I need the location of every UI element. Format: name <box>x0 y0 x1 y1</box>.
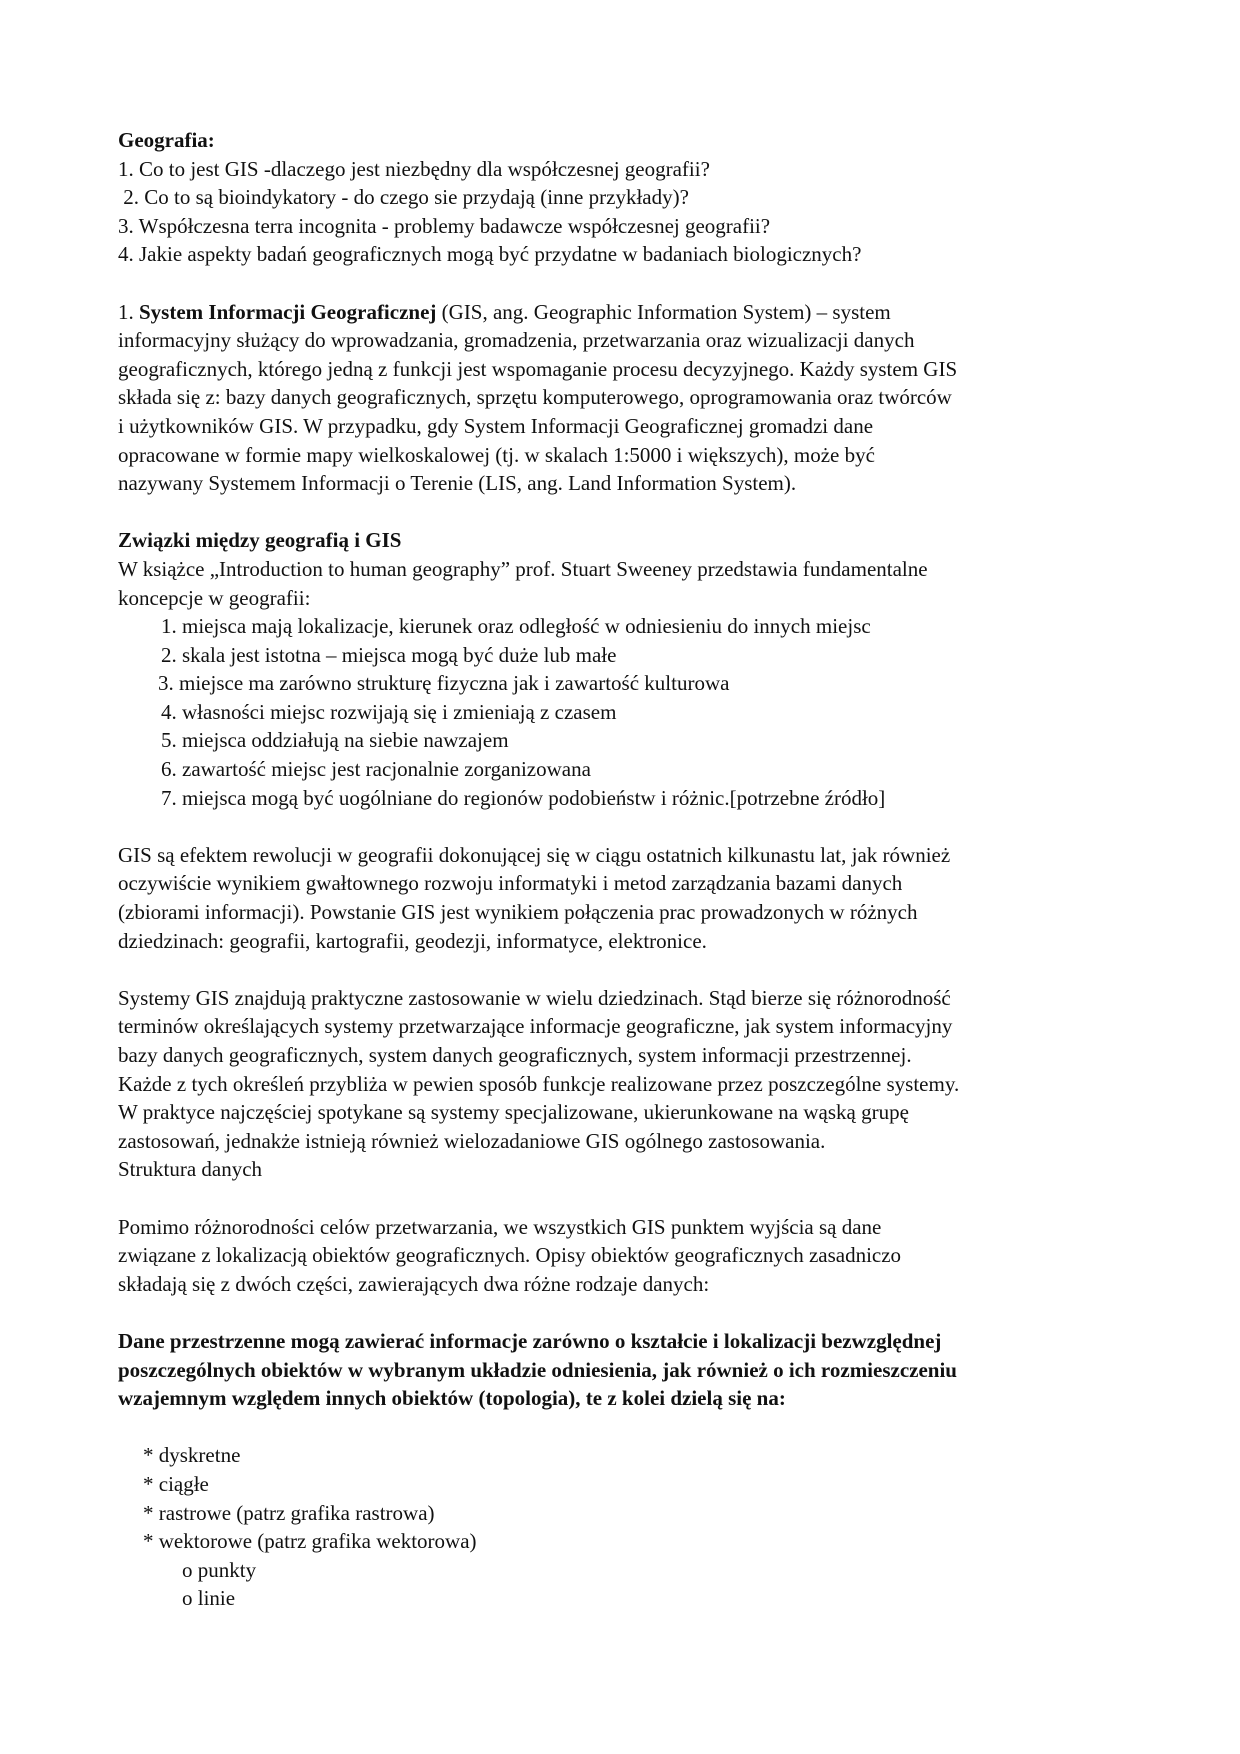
concept-list-item: 1. miejsca mają lokalizacje, kierunek oraz odległość w odniesieniu do innych miejsc <box>161 614 871 639</box>
vector-subtype-item: o linie <box>182 1586 236 1611</box>
gis-definition-line: informacyjny służący do wprowadzania, gromadzenia, przetwarzania oraz wizualizacji danych <box>118 328 915 353</box>
data-type-item: * dyskretne <box>143 1443 241 1468</box>
document-title: Geografia: <box>118 128 215 152</box>
bold-paragraph-line: Dane przestrzenne mogą zawierać informacje zarówno o kształcie i lokalizacji bezwzględnej <box>118 1328 942 1353</box>
concept-list-item: 6. zawartość miejsc jest racjonalnie zorganizowana <box>161 757 591 782</box>
paragraph-line: zastosowań, jednakże istnieją również wielozadaniowe GIS ogólnego zastosowania. <box>118 1128 826 1153</box>
gis-definition-line: składa się z: bazy danych geograficznych, sprzętu komputerowego, oprogramowania oraz twórców <box>118 385 952 410</box>
paragraph-line: Pomimo różnorodności celów przetwarzania, we wszystkich GIS punktem wyjścia są dane <box>118 1214 882 1239</box>
intro-line: koncepcje w geografii: <box>118 585 311 610</box>
concept-list-item: 2. skala jest istotna – miejsca mogą być duże lub małe <box>161 642 617 667</box>
concept-list-item: 7. miejsca mogą być uogólniane do regionów podobieństw i różnic.[potrzebne źródło] <box>161 785 886 810</box>
data-type-item: * ciągłe <box>143 1471 209 1496</box>
paragraph-line: związane z lokalizacją obiektów geograficznych. Opisy obiektów geograficznych zasadniczo <box>118 1243 902 1268</box>
section-heading: Związki między geografią i GIS <box>118 528 402 553</box>
spacer <box>118 1413 1128 1442</box>
spacer <box>118 498 1128 527</box>
gis-definition-rest: (GIS, ang. Geographic Information System) – system <box>436 299 891 324</box>
paragraph-line: W praktyce najczęściej spotykane są systemy specjalizowane, ukierunkowane na wąską grupę <box>118 1100 909 1125</box>
spacer <box>118 1184 1128 1213</box>
data-type-item: * rastrowe (patrz grafika rastrowa) <box>143 1500 435 1525</box>
gis-definition-line: opracowane w formie mapy wielkoskalowej (tj. w skalach 1:5000 i większych), może być <box>118 442 875 467</box>
concept-list-item: 3. miejsce ma zarówno strukturę fizyczna jak i zawartość kulturowa <box>158 671 730 696</box>
question-4: 4. Jakie aspekty badań geograficznych mogą być przydatne w badaniach biologicznych? <box>118 242 862 267</box>
subheading-data-structure: Struktura danych <box>118 1157 263 1182</box>
concept-list-item: 5. miejsca oddziałują na siebie nawzajem <box>161 728 509 753</box>
concept-list-item: 4. własności miejsc rozwijają się i zmieniają z czasem <box>161 699 617 724</box>
gis-definition-line: geograficznych, którego jedną z funkcji jest wspomaganie procesu decyzyjnego. Każdy system GIS <box>118 356 958 381</box>
paragraph-line: dziedzinach: geografii, kartografii, geodezji, informatyce, elektronice. <box>118 928 707 953</box>
question-1: 1. Co to jest GIS -dlaczego jest niezbędny dla współczesnej geografii? <box>118 156 710 181</box>
paragraph-line: składają się z dwóch części, zawierających dwa różne rodzaje danych: <box>118 1271 710 1296</box>
question-3: 3. Współczesna terra incognita - problemy badawcze współczesnej geografii? <box>118 213 771 238</box>
paragraph-line: Systemy GIS znajdują praktyczne zastosowanie w wielu dziedzinach. Stąd bierze się różnorodność <box>118 985 951 1010</box>
paragraph-line: oczywiście wynikiem gwałtownego rozwoju informatyki i metod zarządzania bazami danych <box>118 871 903 896</box>
paragraph-line: bazy danych geograficznych, system danych geograficznych, system informacji przestrzennej. <box>118 1043 912 1067</box>
paragraph-line: terminów określających systemy przetwarzające informacje geograficzne, jak system informacyjny <box>118 1014 953 1039</box>
gis-definition-line: i użytkowników GIS. W przypadku, gdy System Informacji Geograficznej gromadzi dane <box>118 413 874 438</box>
gis-definition-line: nazywany Systemem Informacji o Terenie (LIS, ang. Land Information System). <box>118 471 797 496</box>
data-type-item: * wektorowe (patrz grafika wektorowa) <box>143 1529 477 1554</box>
bold-paragraph-line: wzajemnym względem innych obiektów (topologia), te z kolei dzielą się na: <box>118 1386 786 1411</box>
gis-definition-first-line <box>118 298 1128 327</box>
paragraph-line: (zbiorami informacji). Powstanie GIS jest wynikiem połączenia prac prowadzonych w różnych <box>118 900 918 925</box>
spacer <box>118 1298 1128 1327</box>
section-number: 1. <box>118 299 139 324</box>
spacer <box>118 812 1128 841</box>
gis-term: System Informacji Geograficznej <box>139 299 437 324</box>
vector-subtype-item: o punkty <box>182 1557 257 1582</box>
paragraph-line: GIS są efektem rewolucji w geografii dokonującej się w ciągu ostatnich kilkunastu lat, jak również <box>118 842 951 867</box>
spacer <box>118 955 1128 984</box>
bold-paragraph-line: poszczególnych obiektów w wybranym układzie odniesienia, jak również o ich rozmieszczeniu <box>118 1357 957 1382</box>
spacer <box>118 269 1128 298</box>
question-2: 2. Co to są bioindykatory - do czego sie przydają (inne przykłady)? <box>118 185 689 210</box>
paragraph-line: Każde z tych określeń przybliża w pewien sposób funkcje realizowane przez poszczególne systemy. <box>118 1071 960 1096</box>
intro-line: W książce „Introduction to human geography” prof. Stuart Sweeney przedstawia fundamentalne <box>118 556 928 581</box>
document-page <box>118 126 1128 1613</box>
